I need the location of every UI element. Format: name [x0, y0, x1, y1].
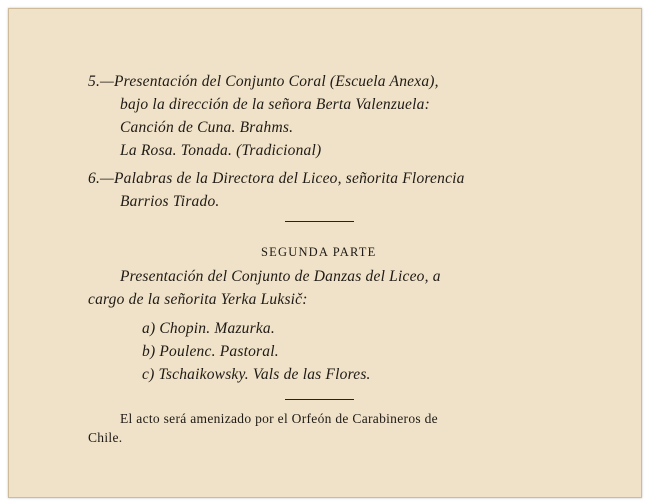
dance-item-a: a) Chopin. Mazurka. — [142, 320, 275, 337]
program-card — [8, 8, 642, 498]
closing-line-1: El acto será amenizado por el Orfeón de Carabineros de — [120, 411, 438, 426]
item-5-line-4: La Rosa. Tonada. (Tradicional) — [120, 142, 322, 159]
closing-line-2: Chile. — [88, 430, 123, 445]
item-5-line-1: 5.—Presentación del Conjunto Coral (Escuela Anexa), — [88, 73, 439, 90]
item-6-line-1: 6.—Palabras de la Directora del Liceo, señorita Florencia — [88, 170, 465, 187]
dance-item-b: b) Poulenc. Pastoral. — [142, 343, 279, 360]
item-5-line-2: bajo la dirección de la señora Berta Valenzuela: — [120, 96, 430, 113]
dance-item-c: c) Tschaikowsky. Vals de las Flores. — [142, 366, 371, 383]
item-6-line-2: Barrios Tirado. — [120, 193, 220, 210]
item-5-line-3: Canción de Cuna. Brahms. — [120, 119, 294, 136]
part-2-intro-line-1: Presentación del Conjunto de Danzas del Liceo, a — [120, 268, 441, 285]
part-2-intro-line-2: cargo de la señorita Yerka Luksič: — [88, 291, 308, 308]
divider-rule-2 — [285, 399, 354, 400]
divider-rule-1 — [285, 221, 354, 222]
section-heading: SEGUNDA PARTE — [261, 245, 377, 259]
